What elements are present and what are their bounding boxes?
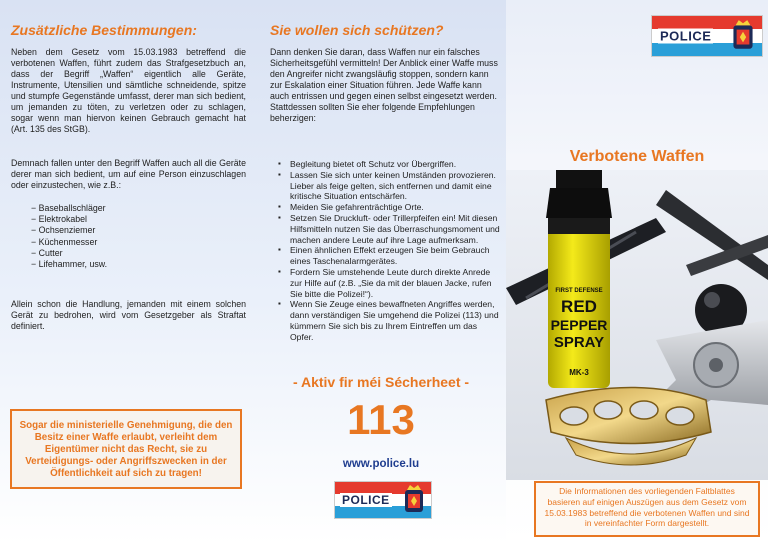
list-item: − Lifehammer, usw. bbox=[31, 259, 107, 270]
safety-tips-list bbox=[276, 159, 500, 343]
list-item: − Cutter bbox=[31, 248, 107, 259]
law-paragraph: Neben dem Gesetz vom 15.03.1983 betreffend die verbotenen Waffen, führt zudem das Strafgesetzbuch an, dass der Begriff „Waffen“ eigentlich alle Geräte, Instrumente, Utensilien und sämtliche schneidende, spitze und stumpfe Gegenstände umfasst, derer man sich bedient, um jemanden zu töten, zu verletzen oder zu schlagen, sogar wenn man hiervon keinen Gebrauch gemacht hat (Art. 135 des StGB). bbox=[11, 47, 246, 134]
list-item: − Ochsenziemer bbox=[31, 225, 107, 236]
list-item: ▪ Lassen Sie sich unter keinen Umständen provozieren. Lieber als feige gelten, sich entfernen und damit eine kritische Situation entschärfen. bbox=[276, 170, 500, 202]
police-logo bbox=[334, 481, 432, 519]
legal-info-box: Die Informationen des vorliegenden Faltblattes basieren auf einigen Auszügen aus dem Gesetz vom 15.03.1983 betreffend die verbotenen Waffen und sind in vereinfachter Form dargestellt. bbox=[534, 481, 760, 537]
middle-column bbox=[256, 0, 506, 544]
spray-model: MK-3 bbox=[569, 368, 589, 377]
list-item: ▪ Meiden Sie gefahrenträchtige Orte. bbox=[276, 202, 500, 213]
weapons-definition-paragraph: Demnach fallen unter den Begriff Waffen auch all die Geräte derer man sich bedient, um auf eine Person einzuschlagen oder einzustechen, wie z.B.: bbox=[11, 158, 246, 190]
list-item: ▪ Begleitung bietet oft Schutz vor Übergriffen. bbox=[276, 159, 500, 170]
brochure-title: Verbotene Waffen bbox=[569, 148, 705, 165]
crest-icon bbox=[401, 484, 427, 516]
website-link[interactable]: www.police.lu bbox=[342, 458, 420, 470]
spray-line-2: PEPPER bbox=[550, 317, 608, 333]
emergency-number: 113 bbox=[347, 396, 415, 443]
police-logo bbox=[651, 15, 763, 57]
list-item: − Baseballschläger bbox=[31, 203, 107, 214]
slogan: - Aktiv fir méi Sécherheet - bbox=[292, 374, 470, 390]
protection-intro: Dann denken Sie daran, dass Waffen nur ein falsches Sicherheitsgefühl vermitteln! Der Anblick einer Waffe muss den Angreifer nicht zwangsläufig stoppen, sondern kann zur Eskalation einer Situation führen. Jede Waffe kann auch entrissen und gegen einen selbst eingesetzt werden. Stattdessen sollten Sie eher folgende Empfehlungen beherzigen: bbox=[270, 47, 498, 123]
spray-brand: FIRST DEFENSE bbox=[555, 288, 603, 294]
left-column bbox=[0, 0, 256, 544]
right-column bbox=[506, 0, 768, 544]
spray-line-1: RED bbox=[561, 297, 597, 316]
list-item: ▪ Fordern Sie umstehende Leute durch direkte Anrede zur Hilfe auf (z.B. „Sie da mit der blauen Jacke, rufen Sie bitte die Polizei!“). bbox=[276, 267, 500, 299]
threat-paragraph: Allein schon die Handlung, jemanden mit einem solchen Gerät zu bedrohen, wird vom Gesetzgeber als Straftat definiert. bbox=[11, 299, 246, 331]
crest-icon bbox=[728, 19, 758, 53]
spray-line-3: SPRAY bbox=[553, 334, 605, 351]
list-item: ▪ Einen ähnlichen Effekt erzeugen Sie beim Gebrauch eines Taschenalarmgerätes. bbox=[276, 245, 500, 267]
police-logo-text: POLICE bbox=[342, 493, 390, 507]
protection-heading: Sie wollen sich schützen? bbox=[270, 22, 444, 38]
list-item: − Elektrokabel bbox=[31, 214, 107, 225]
permit-warning-box: Sogar die ministerielle Genehmigung, die den Besitz einer Waffe erlaubt, verleiht dem Eigentümer nicht das Recht, sie zu Verteidigungs- oder Angriffszwecken in der Öffentlichkeit auf sich zu tragen! bbox=[10, 409, 242, 489]
prohibited-weapons-photo bbox=[506, 170, 768, 480]
list-item: ▪ Setzen Sie Druckluft- oder Trillerpfeifen ein! Mit diesen Hilfsmitteln nutzen Sie das Überraschungsmoment und machen andere Leute auf ihre Lage aufmerksam. bbox=[276, 213, 500, 245]
police-logo-text: POLICE bbox=[660, 28, 712, 44]
list-item: − Küchenmesser bbox=[31, 237, 107, 248]
weapon-examples-list bbox=[31, 203, 107, 270]
list-item: ▪ Wenn Sie Zeuge eines bewaffneten Angriffes werden, dann verständigen Sie umgehend die Polizei (113) und kümmern Sie sich bis zu Ihrem Eintreffen um das Opfer. bbox=[276, 299, 500, 342]
additional-provisions-heading: Zusätzliche Bestimmungen: bbox=[11, 22, 197, 38]
